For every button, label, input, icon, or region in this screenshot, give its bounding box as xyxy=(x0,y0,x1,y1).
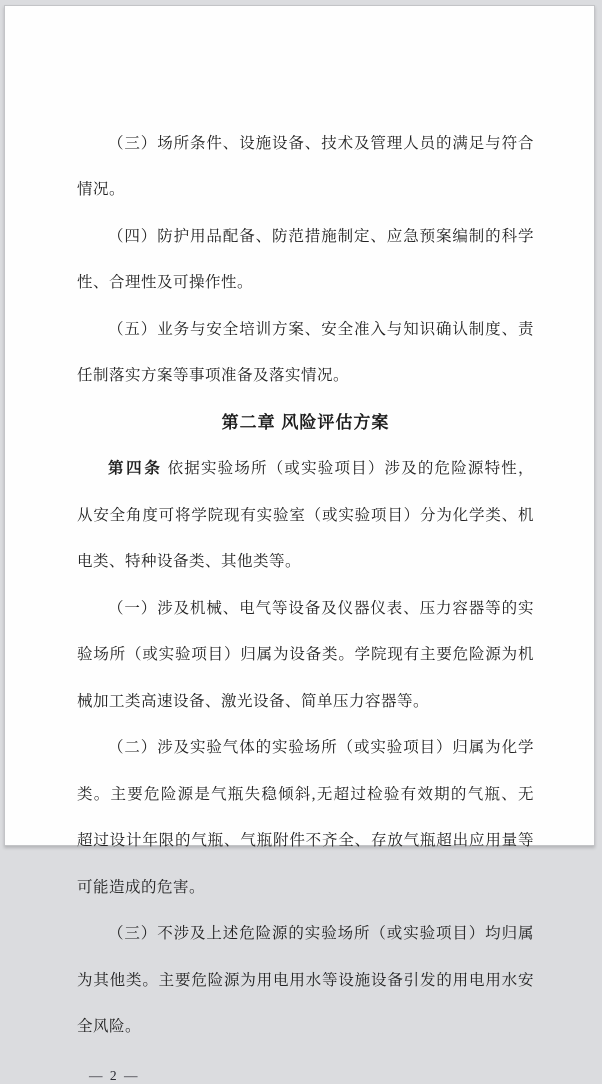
text-line: 械加工类高速设备、激光设备、简单压力容器等。 xyxy=(77,692,430,710)
text-line: （四）防护用品配备、防范措施制定、应急预案编制的科学 xyxy=(108,227,534,245)
text-line: （一）涉及机械、电气等设备及仪器仪表、压力容器等的实 xyxy=(108,599,534,617)
page-number: — 2 — xyxy=(89,1068,140,1083)
clause-text: 依据实验场所（或实验项目）涉及的危险源特性， xyxy=(162,460,534,477)
document-content xyxy=(5,6,596,1084)
text-line: 超过设计年限的气瓶、气瓶附件不齐全、存放气瓶超出应用量等 xyxy=(77,832,534,849)
text-line: 验场所（或实验项目）归属为设备类。学院现有主要危险源为机 xyxy=(77,646,534,663)
text-line-clause xyxy=(77,453,534,484)
text-line: 可能造成的危害。 xyxy=(77,878,206,896)
text-line: （三）不涉及上述危险源的实验场所（或实验项目）均归属 xyxy=(108,925,534,942)
text-line: 性、合理性及可操作性。 xyxy=(77,274,254,291)
text-line: 电类、特种设备类、其他类等。 xyxy=(77,553,302,570)
text-line: 全风险。 xyxy=(77,1018,142,1035)
text-line: （五）业务与安全培训方案、安全准入与知识确认制度、责 xyxy=(108,320,534,338)
text-line: （二）涉及实验气体的实验场所（或实验项目）归属为化学 xyxy=(108,739,534,756)
text-line: 任制落实方案等事项准备及落实情况。 xyxy=(77,367,350,384)
text-line: 情况。 xyxy=(77,181,126,198)
clause-number: 第四条 xyxy=(108,460,163,477)
document-page xyxy=(4,5,595,1083)
text-line: 为其他类。主要危险源为用电用水等设施设备引发的用电用水安 xyxy=(77,971,534,989)
text-line: （三）场所条件、设施设备、技术及管理人员的满足与符合 xyxy=(108,134,534,152)
chapter-heading: 第二章 风险评估方案 xyxy=(221,412,390,432)
text-line: 类。主要危险源是气瓶失稳倾斜,无超过检验有效期的气瓶、无 xyxy=(77,785,534,803)
text-line: 从安全角度可将学院现有实验室（或实验项目）分为化学类、机 xyxy=(77,506,534,524)
